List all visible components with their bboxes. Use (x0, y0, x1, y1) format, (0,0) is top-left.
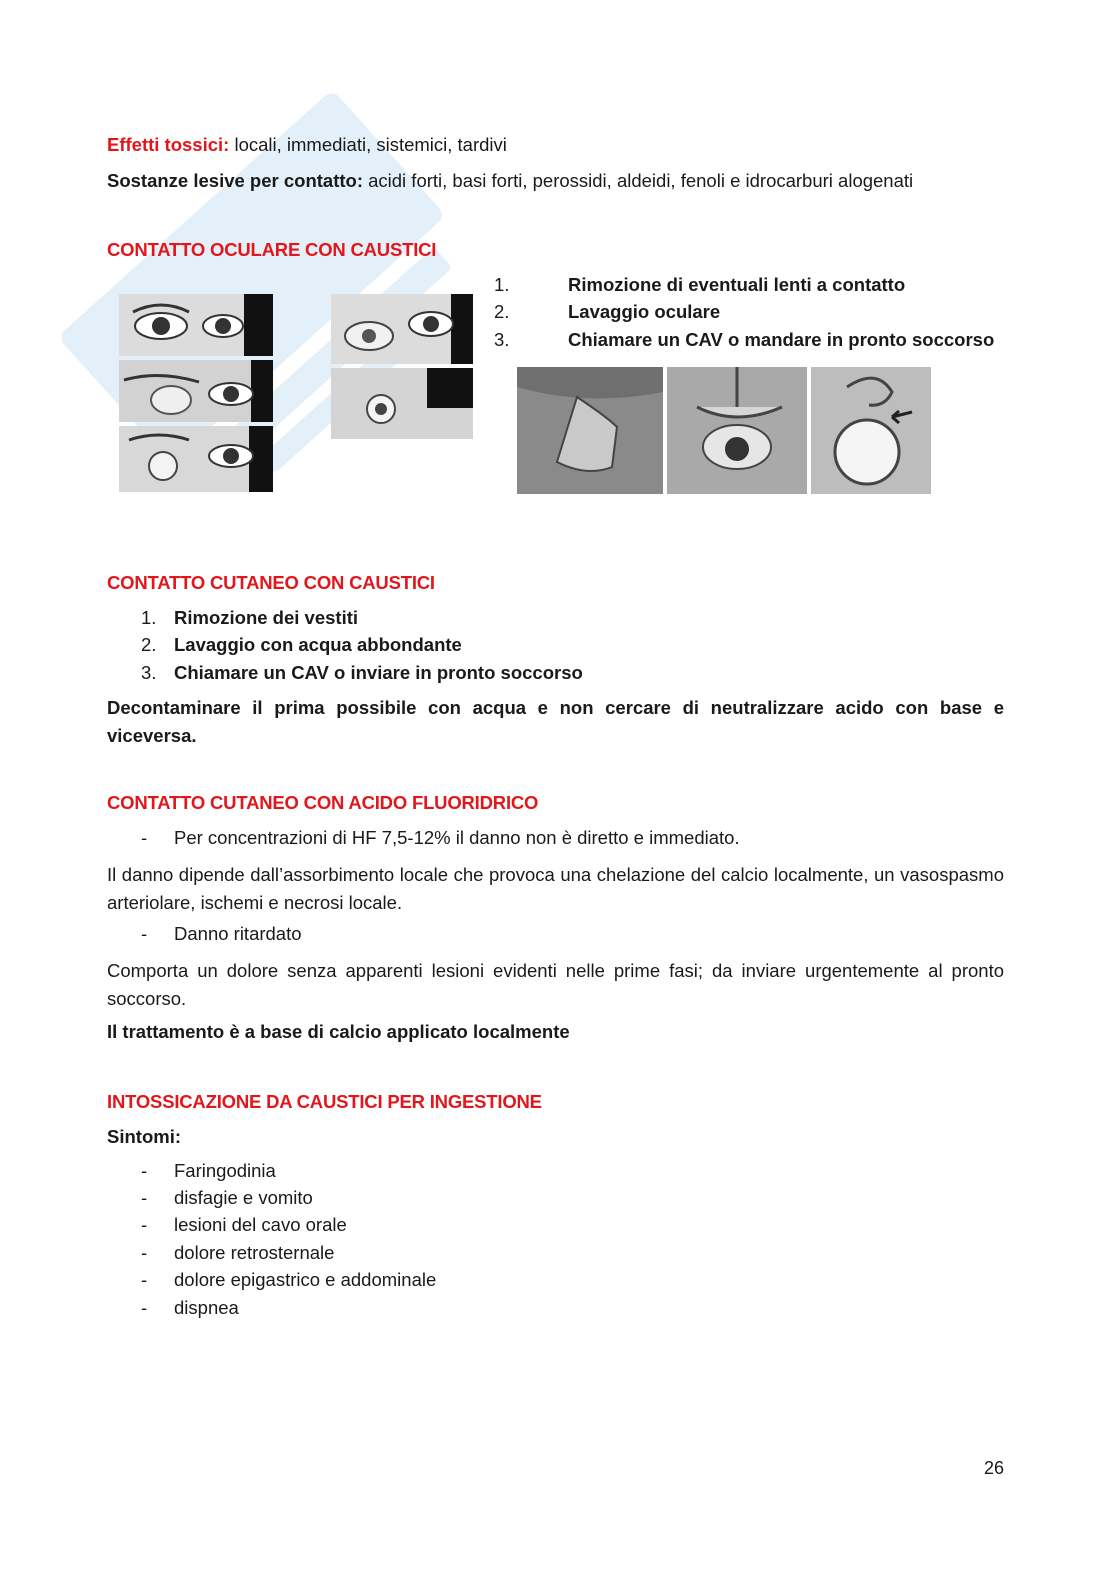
sintomo-3: lesioni del cavo orale (174, 1214, 347, 1235)
cutaneo-step-1-text: Rimozione dei vestiti (174, 607, 359, 628)
sintomo-4-dash: - (141, 1242, 148, 1263)
fluoridrico-trattamento: Il trattamento è a base di calcio applicato localmente (107, 1021, 570, 1042)
oculare-step-2-number: 2. (494, 301, 510, 322)
cutaneo-step-2-number: 2. (141, 634, 157, 655)
sintomo-6: dispnea (174, 1297, 239, 1318)
fluoridrico-bullet-2: Danno ritardato (174, 923, 302, 944)
page-number: 26 (983, 1458, 1004, 1478)
cutaneo-step-3-number: 3. (141, 662, 157, 683)
sostanze-text: acidi forti, basi forti, perossidi, aldeidi, fenoli e idrocarburi alogenati (362, 170, 914, 191)
fluoridrico-bullet-1: Per concentrazioni di HF 7,5-12% il danno non è diretto e immediato. (174, 827, 740, 848)
cutaneo-step-1-number: 1. (141, 607, 157, 628)
heading-oculare: CONTATTO OCULARE CON CAUSTICI (107, 239, 437, 260)
cutaneo-step-3-text: Chiamare un CAV o inviare in pronto soccorso (174, 662, 583, 683)
heading-ingestione: INTOSSICAZIONE DA CAUSTICI PER INGESTIONE (107, 1091, 542, 1112)
oculare-step-2-text: Lavaggio oculare (568, 301, 721, 322)
oculare-step-3-number: 3. (494, 329, 510, 350)
effetti-label: Effetti tossici: (107, 134, 230, 155)
heading-fluoridrico: CONTATTO CUTANEO CON ACIDO FLUORIDRICO (107, 792, 539, 813)
sintomo-1: Faringodinia (174, 1160, 276, 1181)
sostanze-label: Sostanze lesive per contatto: (107, 170, 363, 191)
oculare-step-3-text: Chiamare un CAV o mandare in pronto soccorso (568, 329, 995, 350)
sintomo-5: dolore epigastrico e addominale (174, 1269, 437, 1290)
sintomo-2-dash: - (141, 1187, 148, 1208)
sintomo-2: disfagie e vomito (174, 1187, 313, 1208)
heading-cutaneo: CONTATTO CUTANEO CON CAUSTICI (107, 572, 435, 593)
sintomo-4: dolore retrosternale (174, 1242, 335, 1263)
sintomo-5-dash: - (141, 1269, 148, 1290)
figure-eyelid-eversion (517, 367, 931, 494)
cutaneo-step-2-text: Lavaggio con acqua abbondante (174, 634, 462, 655)
sintomo-3-dash: - (141, 1214, 148, 1235)
sintomo-1-dash: - (141, 1160, 148, 1181)
sostanze-line (107, 170, 913, 192)
oculare-step-1-text: Rimozione di eventuali lenti a contatto (568, 274, 906, 295)
fluoridrico-paragraph-1: Il danno dipende dall’assorbimento locale che provoca una chelazione del calcio localmente, un vasospasmo arteriolare, ischemi e necrosi locale. (107, 864, 1004, 913)
sintomi-label: Sintomi: (107, 1126, 181, 1147)
sintomo-6-dash: - (141, 1297, 148, 1318)
cutaneo-note: Decontaminare il prima possibile con acqua e non cercare di neutralizzare acido con base e viceversa. (107, 697, 1004, 746)
effetti-line (107, 134, 507, 156)
figure-lens-removal (331, 294, 473, 439)
effetti-text: locali, immediati, sistemici, tardivi (229, 134, 507, 155)
fluoridrico-bullet-1-dash: - (141, 827, 148, 848)
fluoridrico-paragraph-2: Comporta un dolore senza apparenti lesioni evidenti nelle prime fasi; da inviare urgentemente al pronto soccorso. (107, 960, 1004, 1009)
figure-eye-flush-sequence (119, 294, 273, 492)
oculare-step-1-number: 1. (494, 274, 510, 295)
fluoridrico-bullet-2-dash: - (141, 923, 148, 944)
